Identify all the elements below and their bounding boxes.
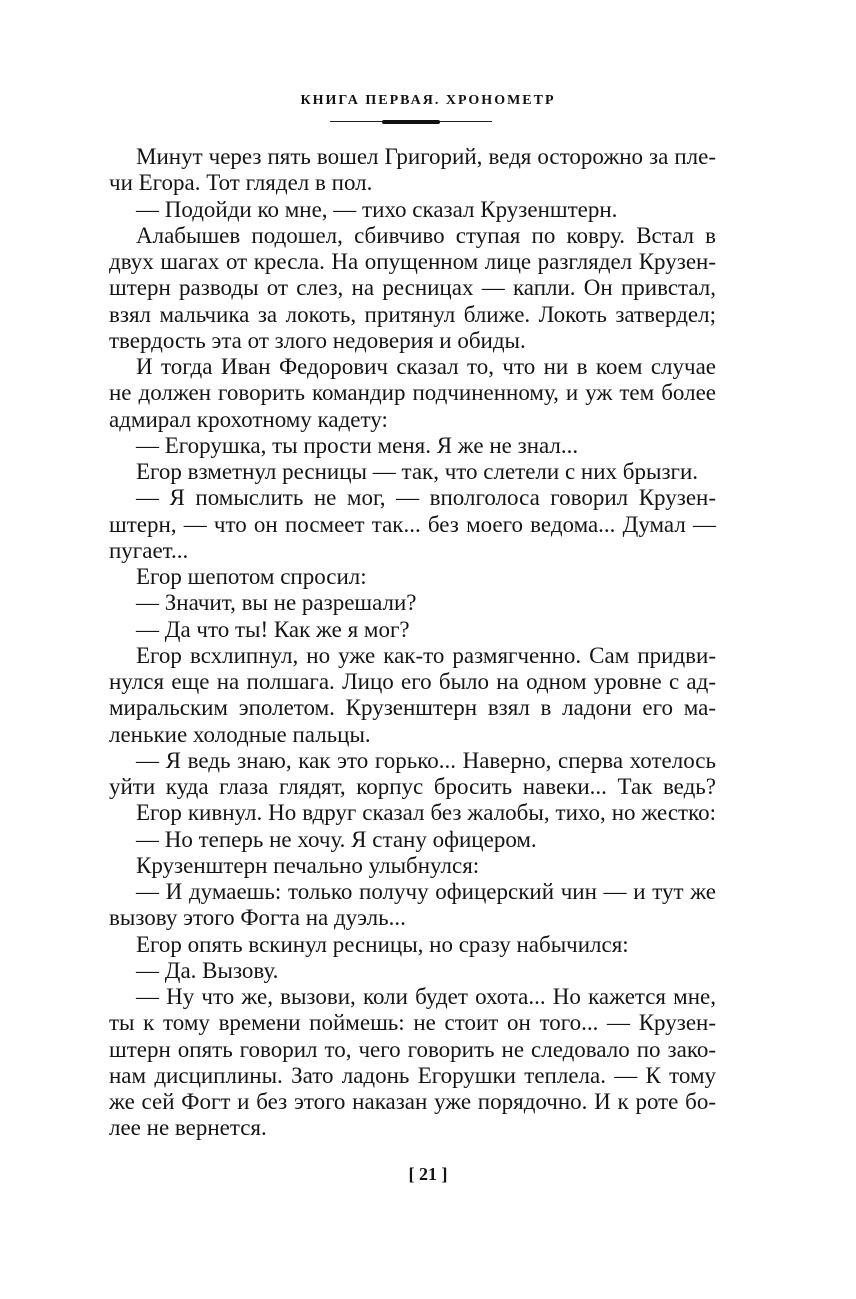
text-line: Алабышев подошел, сбивчиво ступая по ковру. Встал в [136, 222, 716, 248]
text-line: Минут через пять вошел Григорий, ведя осторожно за пле- [136, 144, 716, 169]
text-line: чи Егора. Тот глядел в пол. [109, 170, 373, 196]
text-line: — И думаешь: только получу офицерский чин — и тут же [136, 879, 716, 904]
text-line: не должен говорить командир подчиненному, и уж тем более [109, 380, 716, 406]
text-line: Егор кивнул. Но вдруг сказал без жалобы, тихо, но жестко: [136, 800, 716, 826]
text-line: вызову этого Фогта на дуэль... [109, 905, 406, 931]
text-line: пугает... [109, 537, 189, 563]
text-line: адмирал крохотному кадету: [109, 406, 388, 432]
text-line: — Я помыслить не мог, — вполголоса говорил Крузен- [136, 485, 716, 511]
text-line: — Но теперь не хочу. Я стану офицером. [136, 826, 537, 852]
page-number: [ 21 ] [408, 1164, 448, 1184]
text-line: Егор взметнул ресницы — так, что слетели с них брызги. [136, 459, 699, 484]
text-line: нулся еще на полшага. Лицо его было на одном уровне с ад- [109, 669, 716, 694]
text-line: нам дисциплины. Зато ладонь Егорушки теплела. — К тому [109, 1062, 716, 1088]
text-line: Егор всхлипнул, но уже как-то размягченно. Сам придви- [136, 642, 716, 668]
text-line: — Да. Вызову. [136, 957, 279, 983]
text-line: — Ну что же, вызови, коли будет охота... Но кажется мне, [136, 984, 716, 1009]
text-line: лее не вернется. [109, 1115, 267, 1141]
header-rule-ornament [382, 120, 440, 124]
text-line: — Значит, вы не разрешали? [136, 590, 417, 616]
text-line: Егор шепотом спросил: [136, 564, 367, 589]
text-line: взял мальчика за локоть, притянул ближе. Локоть затвердел; [109, 301, 716, 327]
body-text [109, 144, 716, 1142]
text-line: же сей Фогт и без этого наказан уже порядочно. И к роте бо- [109, 1089, 716, 1114]
text-line: штерн опять говорил то, чего говорить не следовало по зако- [109, 1036, 716, 1062]
text-line: штерн, — что он посмеет так... без моего ведома... Думал — [109, 511, 716, 537]
running-head: КНИГА ПЕРВАЯ. ХРОНОМЕТР [300, 93, 556, 108]
text-line: — Да что ты! Как же я мог? [136, 616, 410, 642]
text-line: штерн разводы от слез, на ресницах — капли. Он привстал, [109, 275, 716, 301]
text-line: ты к тому времени поймешь: не стоит он того... — Крузен- [109, 1010, 716, 1036]
text-line: уйти куда глаза глядят, корпус бросить навеки... Так ведь? [109, 774, 716, 799]
text-line: — Я ведь знаю, как это горько... Наверно, сперва хотелось [136, 747, 716, 773]
text-line: Егор опять вскинул ресницы, но сразу набычился: [136, 931, 629, 957]
text-line: И тогда Иван Федорович сказал то, что ни в коем случае [136, 354, 716, 379]
text-line: — Егорушка, ты прости меня. Я же не знал... [136, 432, 579, 458]
text-line: твердость эта от злого недоверия и обиды. [109, 327, 526, 353]
text-line: двух шагах от кресла. На опущенном лице разглядел Крузен- [109, 249, 716, 274]
text-line: — Подойди ко мне, — тихо сказал Крузенштерн. [136, 196, 618, 222]
text-line: миральским эполетом. Крузенштерн взял в ладони его ма- [109, 695, 716, 721]
text-line: Крузенштерн печально улыбнулся: [136, 852, 480, 878]
text-line: ленькие холодные пальцы. [109, 721, 371, 747]
